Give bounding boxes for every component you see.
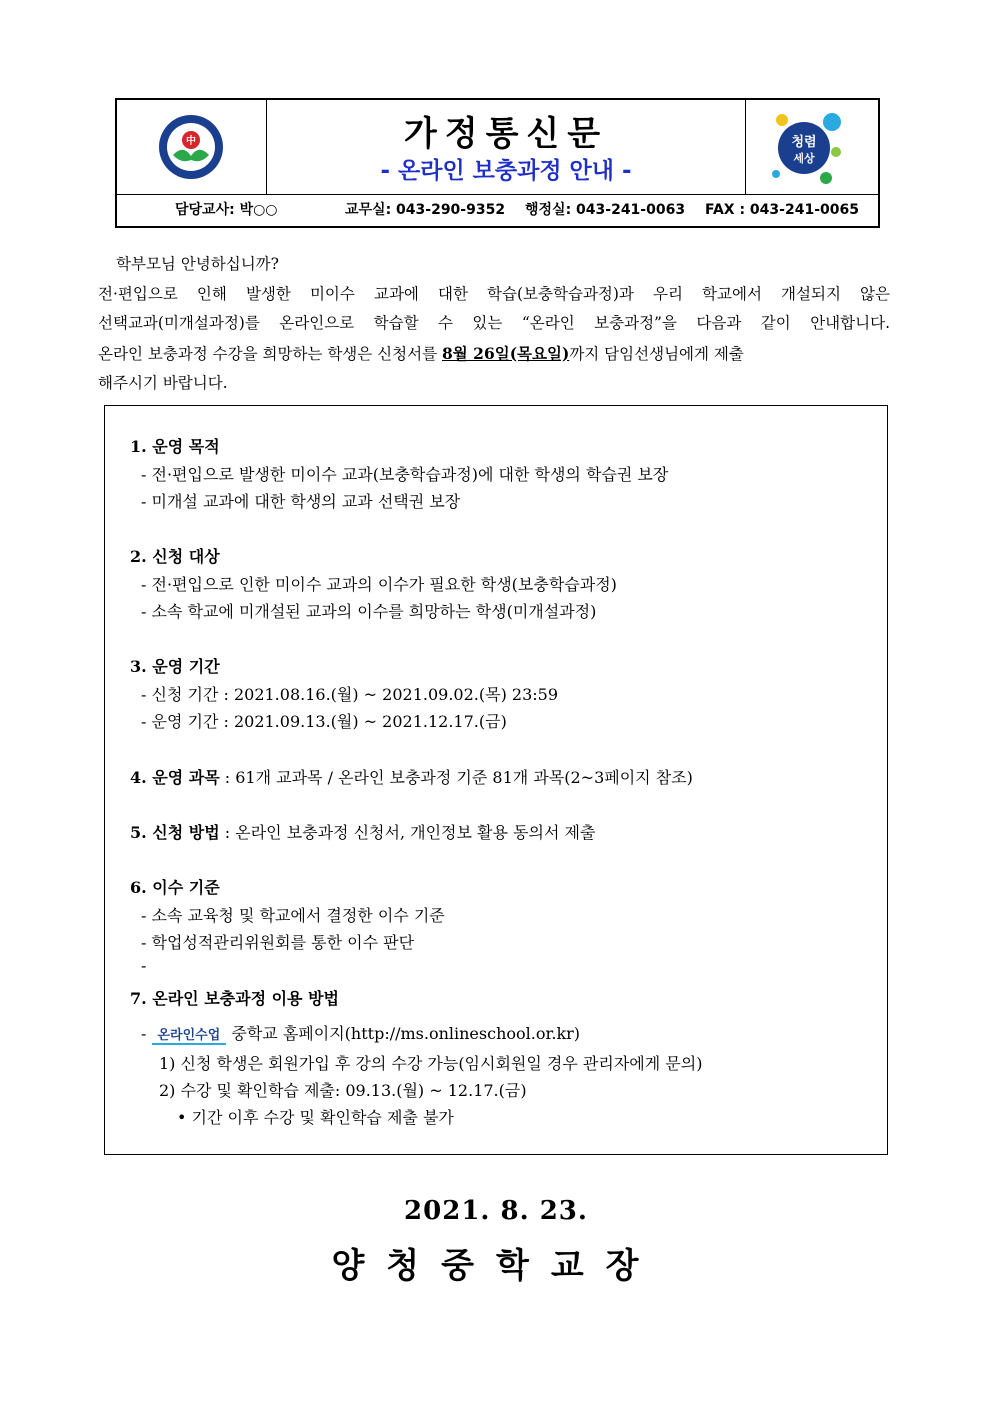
section-1-item: - 전·편입으로 발생한 미이수 교과(보충학습과정)에 대한 학생의 학습권 보장 xyxy=(141,465,669,484)
section-4 xyxy=(130,765,693,788)
office-phone: 교무실: 043-290-9352 xyxy=(345,202,506,218)
section-7-bullet: • 기간 이후 수강 및 확인학습 제출 불가 xyxy=(177,1108,454,1127)
intro-line-4: 해주시기 바랍니다. xyxy=(98,374,228,392)
section-6-item: - xyxy=(141,956,147,975)
section-5-title: 5. 신청 방법 xyxy=(130,823,220,842)
section-2-item: - 전·편입으로 인한 미이수 교과의 이수가 필요한 학생(보충학습과정) xyxy=(141,575,617,594)
intro-line-3-pre: 온라인 보충과정 수강을 희망하는 학생은 신청서를 xyxy=(98,344,438,363)
deadline: 8월 26일(목요일) xyxy=(442,343,570,363)
document-subtitle: - 온라인 보충과정 안내 - xyxy=(380,158,632,184)
principal-signature: 양청중학교장 xyxy=(331,1246,661,1286)
svg-text:세상: 세상 xyxy=(793,152,815,165)
svg-text:中: 中 xyxy=(186,136,196,147)
intro-line-1: 전·편입으로 인해 발생한 미이수 교과에 대한 학습(보충학습과정)과 우리 학교에서 개설되지 않은 xyxy=(98,284,890,303)
intro-line-3-post: 까지 담임선생님에게 제출 xyxy=(569,344,744,363)
integrity-logo xyxy=(746,100,877,194)
section-4-text: : 61개 교과목 / 온라인 보충과정 기준 81개 과목(2~3페이지 참조) xyxy=(219,768,693,787)
contact-row xyxy=(117,194,878,226)
intro-line-2: 선택교과(미개설과정)를 온라인으로 학습할 수 있는 “온라인 보충과정”을 다음과 같이 안내합니다. xyxy=(98,314,890,332)
section-3-item: - 신청 기간 : 2021.08.16.(월) ~ 2021.09.02.(목) 23:59 xyxy=(141,685,559,704)
school-logo-cell xyxy=(117,100,267,194)
fax-number: FAX : 043-241-0065 xyxy=(705,202,859,218)
section-5 xyxy=(130,820,595,843)
section-3-item: - 운영 기간 : 2021.09.13.(월) ~ 2021.12.17.(금) xyxy=(141,712,507,731)
greeting: 학부모님 안녕하십니까? xyxy=(116,255,279,273)
section-7-title: 7. 온라인 보충과정 이용 방법 xyxy=(130,989,340,1008)
section-3-title: 3. 운영 기간 xyxy=(130,657,220,676)
section-4-title: 4. 운영 과목 xyxy=(130,768,220,787)
online-class-logo-text: 온라인수업 xyxy=(157,1028,221,1043)
title-cell xyxy=(267,100,745,194)
section-7-dash: - xyxy=(141,1024,147,1043)
issue-date: 2021. 8. 23. xyxy=(404,1196,588,1226)
section-6-item: - 학업성적관리위원회를 통한 이수 판단 xyxy=(141,933,415,952)
section-7-site-line xyxy=(141,1021,580,1045)
section-7-step-1: 1) 신청 학생은 회원가입 후 강의 수강 가능(임시회원일 경우 관리자에게 문의) xyxy=(159,1054,703,1073)
svg-text:청렴: 청렴 xyxy=(791,135,817,150)
school-emblem xyxy=(117,100,267,194)
intro-line-3 xyxy=(98,339,890,370)
section-1-item: - 미개설 교과에 대한 학생의 교과 선택권 보장 xyxy=(141,492,461,511)
section-2-item: - 소속 학교에 미개설된 교과의 이수를 희망하는 학생(미개설과정) xyxy=(141,602,597,621)
admin-phone: 행정실: 043-241-0063 xyxy=(525,202,686,218)
intro-paragraph xyxy=(98,250,890,399)
header-table xyxy=(115,98,880,228)
section-7-step-2: 2) 수강 및 확인학습 제출: 09.13.(월) ~ 12.17.(금) xyxy=(159,1081,527,1100)
teacher-contact: 담당교사: 박○○ xyxy=(175,202,278,218)
online-class-logo xyxy=(152,1024,227,1045)
section-6-title: 6. 이수 기준 xyxy=(130,878,220,897)
section-2-title: 2. 신청 대상 xyxy=(130,547,220,566)
document-title: 가정통신문 xyxy=(403,114,609,154)
online-school-site: 중학교 홈페이지(http://ms.onlineschool.or.kr) xyxy=(231,1024,581,1043)
section-6-item: - 소속 교육청 및 학교에서 결정한 이수 기준 xyxy=(141,906,445,925)
content-box xyxy=(104,405,888,1155)
section-1-title: 1. 운영 목적 xyxy=(130,437,220,456)
integrity-logo-cell xyxy=(745,100,878,194)
section-5-text: : 온라인 보충과정 신청서, 개인정보 활용 동의서 제출 xyxy=(219,823,596,842)
